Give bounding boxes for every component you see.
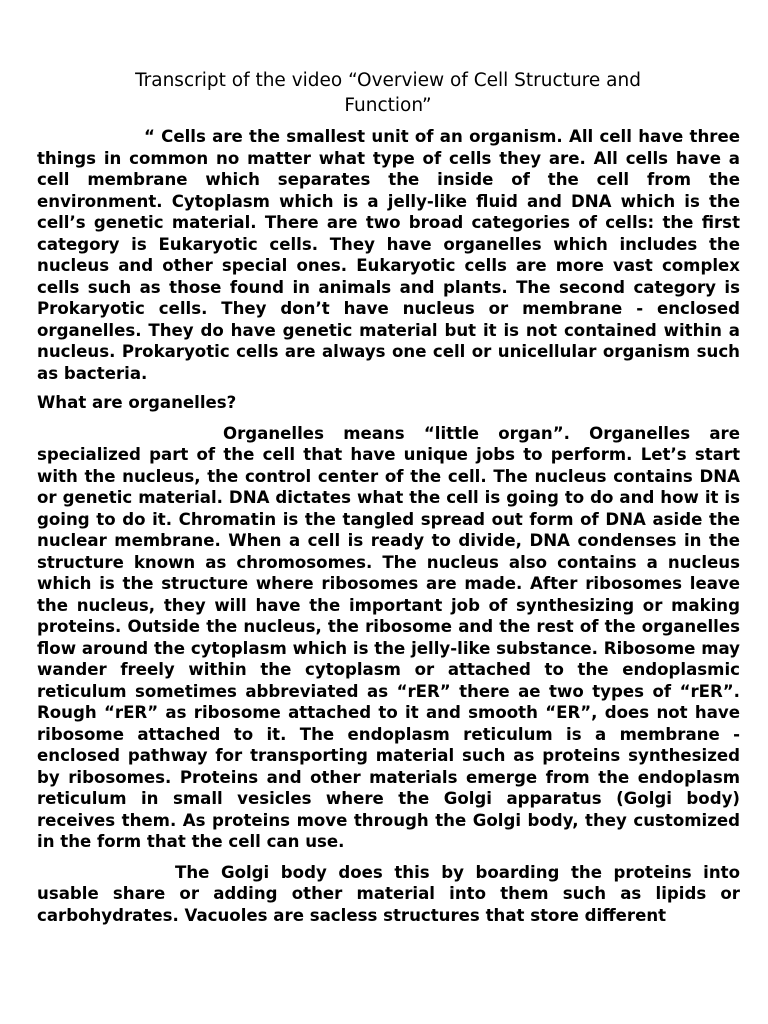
title-line-1: Transcript of the video “Overview of Cell Structure and — [135, 70, 641, 91]
document-title — [36, 68, 740, 118]
paragraph-cells-intro: “ Cells are the smallest unit of an organism. All cell have three things in common no matter what type of cells they are. All cells have a cell membrane which separates the inside of the cell from the environment. Cytoplasm which is a jelly-like fluid and DNA which is the cell’s genetic material. There are two broad categories of cells: the first category is Eukaryotic cells. They have organelles which includes the nucleus and other special ones. Eukaryotic cells are more vast complex cells such as those found in animals and plants. The second category is Prokaryotic cells. They don’t have nucleus or membrane - enclosed organelles. They do have genetic material but it is not contained within a nucleus. Prokaryotic cells are always one cell or unicellular organism such as bacteria. — [37, 127, 740, 383]
heading-organelles: What are organelles? — [37, 393, 237, 412]
paragraph-golgi: The Golgi body does this by boarding the proteins into usable share or adding other material into them such as lipids or carbohydrates. Vacuoles are sacless structures that store different — [37, 862, 740, 925]
document-body — [37, 126, 740, 926]
title-line-2: Function” — [344, 95, 432, 116]
paragraph-organelles: Organelles means “little organ”. Organelles are specialized part of the cell that have unique jobs to perform. Let’s start with the nucleus, the control center of the cell. The nucleus contains DNA or genetic material. DNA dictates what the cell is going to do and how it is going to do it. Chromatin is the tangled spread out form of DNA aside the nuclear membrane. When a cell is ready to divide, DNA condenses in the structure known as chromosomes. The nucleus also contains a nucleus which is the structure where ribosomes are made. After ribosomes leave the nucleus, they will have the important job of synthesizing or making proteins. Outside the nucleus, the ribosome and the rest of the organelles flow around the cytoplasm which is the jelly-like substance. Ribosome may wander freely within the cytoplasm or attached to the endoplasmic reticulum sometimes abbreviated as “rER” there ae two types of “rER”. Rough “rER” as ribosome attached to it and smooth “ER”, does not have ribosome attached to it. The endoplasm reticulum is a membrane - enclosed pathway for transporting material such as proteins synthesized by ribosomes. Proteins and other materials emerge from the endoplasm reticulum in small vesicles where the Golgi apparatus (Golgi body) receives them. As proteins move through the Golgi body, they customized in the form that the cell can use. — [37, 423, 740, 851]
